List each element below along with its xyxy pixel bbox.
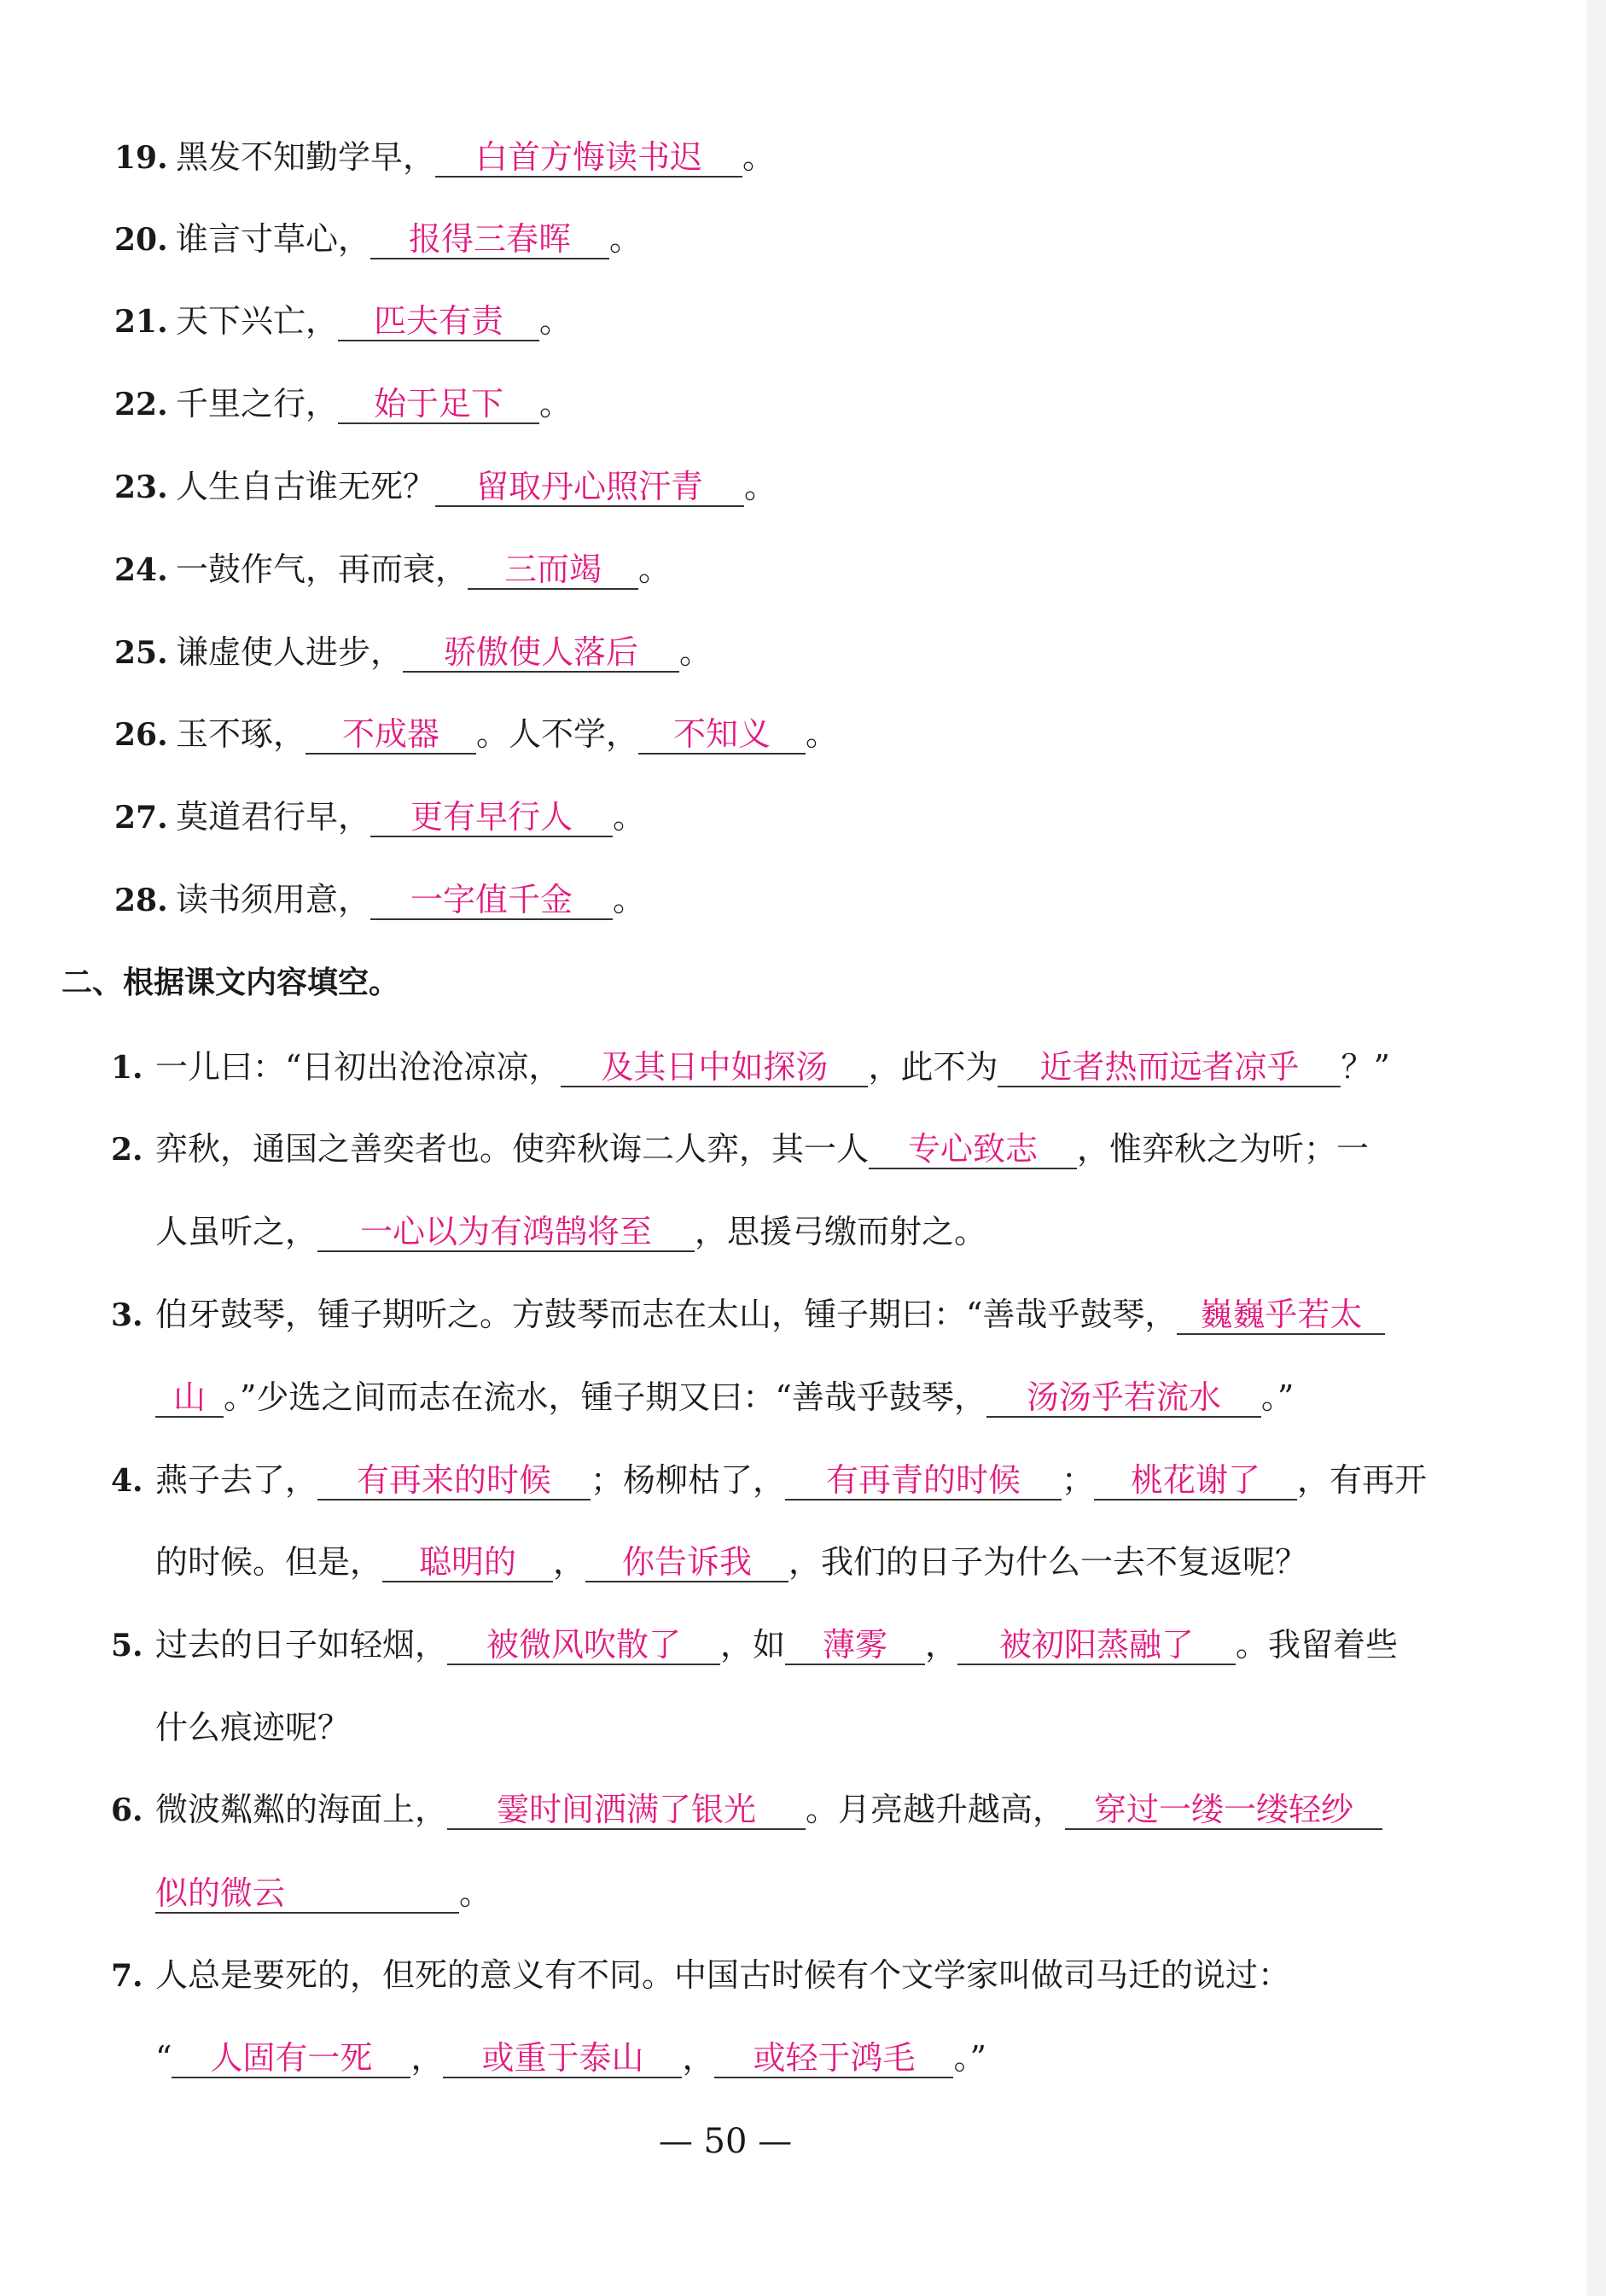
question-number: 5.: [111, 1628, 143, 1664]
item-number: 19.: [114, 140, 168, 176]
answer-blank[interactable]: 穿过一缕一缕轻纱: [1065, 1791, 1382, 1830]
item-text: 人生自古谁无死？: [176, 468, 436, 505]
item-end: 。: [638, 551, 672, 588]
answer-blank[interactable]: 或轻于鸿毛: [714, 2039, 953, 2078]
question-mid: ，: [553, 1543, 586, 1581]
item-22: [0, 383, 1606, 425]
question-text: 伯牙鼓琴，锺子期听之。方鼓琴而志在太山，锺子期曰：“善哉乎鼓琴，: [155, 1296, 1178, 1333]
question-mid: ，: [682, 2039, 715, 2077]
item-number: 20.: [114, 222, 168, 258]
answer-blank[interactable]: 汤汤乎若流水: [986, 1378, 1261, 1418]
item-24: [0, 549, 1606, 591]
answer-blank[interactable]: 巍巍乎若太: [1177, 1296, 1385, 1335]
question-mid: ；: [1062, 1461, 1095, 1499]
answer-blank[interactable]: 近者热而远者凉乎: [998, 1048, 1341, 1087]
question-end: ，我们的日子为什么一去不复返呢？: [788, 1543, 1308, 1581]
item-19: [0, 137, 1606, 178]
answer-blank[interactable]: 一字值千金: [370, 881, 613, 920]
answer-blank[interactable]: 匹夫有责: [338, 302, 539, 341]
item-end: 。: [613, 881, 646, 918]
question-2-line-1: [0, 1128, 1606, 1170]
question-mid: ；杨柳枯了，: [591, 1461, 786, 1499]
item-end: 。: [613, 798, 646, 836]
question-3-line-2: [0, 1377, 1606, 1418]
item-text: 谁言寸草心，: [176, 220, 371, 258]
answer-blank[interactable]: 有再来的时候: [317, 1461, 591, 1501]
item-end: 。: [539, 385, 573, 422]
question-number: 4.: [111, 1463, 143, 1499]
question-mid: 。我留着些: [1236, 1626, 1399, 1664]
answer-blank[interactable]: 始于足下: [338, 385, 539, 424]
question-text: 人总是要死的，但死的意义有不同。中国古时候有个文学家叫做司马迁的说过：: [155, 1956, 1291, 1994]
question-1: [0, 1046, 1606, 1088]
item-text: 谦虚使人进步，: [176, 633, 404, 671]
question-5-line-2: [0, 1707, 1606, 1748]
answer-blank[interactable]: 留取丹心照汗青: [435, 468, 744, 507]
question-7-line-2: [0, 2037, 1606, 2078]
item-20: [0, 219, 1606, 260]
answer-blank[interactable]: 白首方悔读书迟: [435, 138, 742, 178]
item-number: 22.: [114, 387, 168, 422]
question-text: 的时候。但是，: [155, 1543, 383, 1581]
item-23: [0, 466, 1606, 508]
answer-blank[interactable]: 被微风吹散了: [447, 1626, 720, 1665]
question-number: 2.: [111, 1132, 143, 1168]
answer-blank[interactable]: 骄傲使人落后: [403, 633, 679, 673]
answer-blank[interactable]: 聪明的: [382, 1543, 553, 1582]
item-number: 28.: [114, 883, 168, 918]
question-6-line-2: [0, 1873, 1606, 1914]
question-number: 1.: [111, 1050, 143, 1086]
answer-blank-continued[interactable]: 似的微云: [155, 1874, 459, 1914]
item-end: 。: [806, 715, 839, 753]
item-25: [0, 632, 1606, 673]
question-mid: ，有再开: [1297, 1461, 1428, 1499]
question-number: 7.: [111, 1958, 143, 1994]
question-end: ？”: [1341, 1048, 1390, 1086]
item-number: 21.: [114, 304, 168, 340]
item-number: 26.: [114, 717, 168, 753]
question-4-line-1: [0, 1460, 1606, 1501]
question-mid: ，惟弈秋之为听；一: [1077, 1130, 1370, 1168]
item-end: 。: [744, 468, 777, 505]
question-2-line-2: [0, 1211, 1606, 1252]
item-text: 天下兴亡，: [176, 302, 339, 340]
item-text: 玉不琢，: [176, 715, 306, 753]
item-text: 莫道君行早，: [176, 798, 371, 836]
question-text: 燕子去了，: [155, 1461, 318, 1499]
answer-blank[interactable]: 人固有一死: [172, 2039, 410, 2078]
question-mid: ，此不为: [868, 1048, 998, 1086]
item-text: 黑发不知勤学早，: [176, 138, 436, 176]
item-text: 一鼓作气，再而衰，: [176, 551, 468, 588]
item-28: [0, 879, 1606, 921]
page-number: — 50 —: [658, 2122, 793, 2161]
question-mid: 。月亮越升越高，: [806, 1791, 1066, 1828]
answer-blank[interactable]: 更有早行人: [370, 798, 613, 837]
answer-blank[interactable]: 或重于泰山: [443, 2039, 682, 2078]
question-mid: ，: [925, 1626, 958, 1664]
item-end: 。: [539, 302, 573, 340]
question-6-line-1: [0, 1789, 1606, 1831]
answer-blank[interactable]: 专心致志: [869, 1130, 1077, 1169]
question-text: 过去的日子如轻烟，: [155, 1626, 448, 1664]
answer-blank[interactable]: 薄雾: [785, 1626, 925, 1665]
answer-blank-continued[interactable]: 山: [155, 1378, 224, 1418]
answer-blank[interactable]: 三而竭: [468, 551, 638, 590]
item-end: 。: [679, 633, 713, 671]
question-text: 什么痕迹呢？: [155, 1709, 351, 1746]
item-end: 。: [742, 138, 776, 176]
answer-blank[interactable]: 有再青的时候: [785, 1461, 1062, 1501]
answer-blank[interactable]: 不成器: [305, 715, 476, 755]
item-text: 千里之行，: [176, 385, 339, 422]
answer-blank[interactable]: 霎时间洒满了银光: [447, 1791, 806, 1830]
question-open-quote: “: [155, 2039, 172, 2077]
question-end: ，思援弓缴而射之。: [695, 1213, 987, 1250]
question-text: 一儿曰：“日初出沧沧凉凉，: [155, 1048, 562, 1086]
item-number: 24.: [114, 552, 168, 588]
question-mid: 。”少选之间而志在流水，锺子期又曰：“善哉乎鼓琴，: [224, 1378, 986, 1416]
answer-blank[interactable]: 桃花谢了: [1094, 1461, 1297, 1501]
answer-blank[interactable]: 你告诉我: [585, 1543, 788, 1582]
question-number: 6.: [111, 1792, 143, 1828]
question-number: 3.: [111, 1297, 143, 1333]
item-21: [0, 300, 1606, 342]
item-number: 23.: [114, 469, 168, 505]
question-text: 微波粼粼的海面上，: [155, 1791, 448, 1828]
question-end: 。”: [1260, 1378, 1295, 1416]
question-mid: ，: [410, 2039, 444, 2077]
question-7-line-1: [0, 1955, 1606, 1996]
answer-blank[interactable]: 及其日中如探汤: [561, 1048, 868, 1087]
question-3-line-1: [0, 1294, 1606, 1336]
question-text: 弈秋，通国之善奕者也。使弈秋诲二人弈，其一人: [155, 1130, 870, 1168]
question-mid: ，如: [720, 1626, 786, 1664]
item-27: [0, 796, 1606, 838]
item-26: [0, 714, 1606, 755]
answer-blank[interactable]: 被初阳蒸融了: [957, 1626, 1236, 1665]
item-text: 读书须用意，: [176, 881, 371, 918]
question-5-line-1: [0, 1624, 1606, 1666]
question-end: 。: [459, 1874, 492, 1912]
item-end: 。: [609, 220, 643, 258]
item-number: 25.: [114, 635, 168, 671]
question-end: 。”: [953, 2039, 986, 2077]
item-mid: 。人不学，: [476, 715, 639, 753]
item-number: 27.: [114, 800, 168, 836]
answer-blank[interactable]: 报得三春晖: [370, 220, 609, 259]
section-2-title: 二、根据课文内容填空。: [61, 965, 400, 1000]
question-4-line-2: [0, 1541, 1606, 1582]
question-text: 人虽听之，: [155, 1213, 318, 1250]
answer-blank[interactable]: 一心以为有鸿鹄将至: [317, 1213, 695, 1252]
answer-blank[interactable]: 不知义: [638, 715, 806, 755]
